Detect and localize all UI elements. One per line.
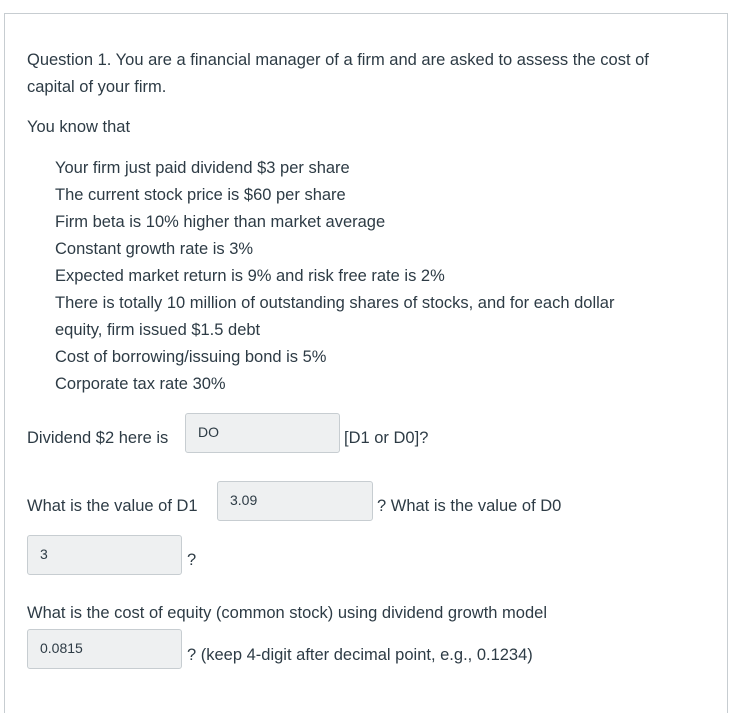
fact-item: Firm beta is 10% higher than market average (55, 213, 386, 231)
fact-item: Cost of borrowing/issuing bond is 5% (55, 348, 327, 366)
question-text-line2: capital of your firm. (27, 78, 167, 96)
cost-equity-question: What is the cost of equity (common stock) using dividend growth model (27, 604, 547, 622)
d1-answer-input[interactable]: 3.09 (217, 481, 373, 521)
d0-question-text: ? What is the value of D0 (377, 497, 562, 515)
d1-question-prefix: What is the value of D1 (27, 497, 198, 515)
cost-equity-suffix: ? (keep 4-digit after decimal point, e.g., 0.1234) (187, 646, 533, 664)
fact-item: There is totally 10 million of outstanding shares of stocks, and for each dollar (55, 294, 615, 312)
fact-item: Corporate tax rate 30% (55, 375, 226, 393)
dividend-question-suffix: [D1 or D0]? (344, 429, 429, 447)
question-text-line1: Question 1. You are a financial manager of a firm and are asked to assess the cost of (27, 51, 649, 69)
intro-text: You know that (27, 118, 131, 136)
d0-question-suffix: ? (187, 551, 197, 569)
fact-item: Constant growth rate is 3% (55, 240, 254, 258)
cost-equity-answer-input[interactable]: 0.0815 (27, 629, 182, 669)
fact-item: Expected market return is 9% and risk free rate is 2% (55, 267, 445, 285)
d0-answer-input[interactable]: 3 (27, 535, 182, 575)
fact-item: equity, firm issued $1.5 debt (55, 321, 261, 339)
dividend-question-prefix: Dividend $2 here is (27, 429, 169, 447)
fact-item: The current stock price is $60 per share (55, 186, 346, 204)
fact-item: Your firm just paid dividend $3 per share (55, 159, 350, 177)
dividend-answer-input[interactable]: DO (185, 413, 340, 453)
